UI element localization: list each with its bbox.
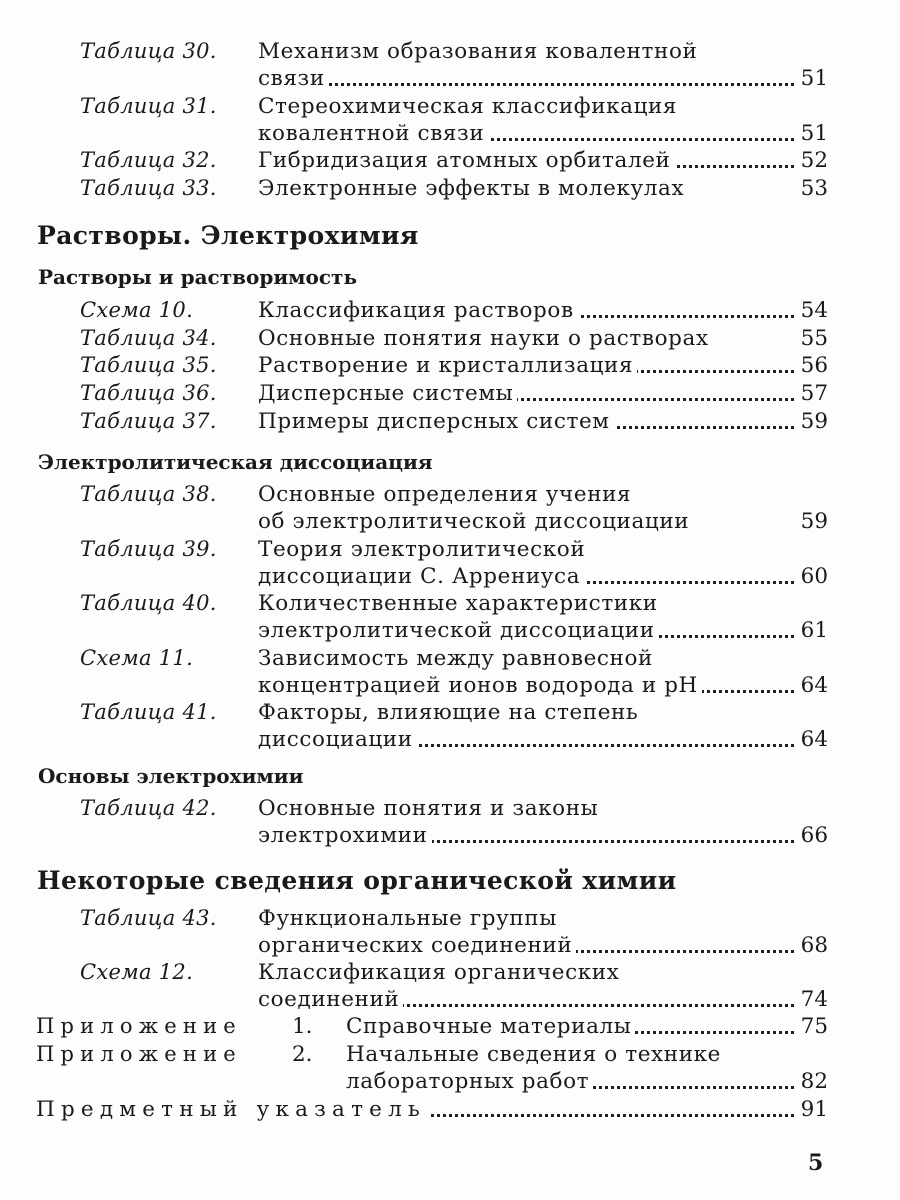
toc-entry-table-40[interactable] xyxy=(0,590,900,617)
page-ref: 51 xyxy=(800,121,828,146)
toc-entry-subject-index[interactable] xyxy=(0,1096,900,1123)
toc-entry-scheme-12[interactable] xyxy=(0,959,900,986)
toc-entry-appendix-1[interactable] xyxy=(0,1013,900,1040)
entry-label: Приложение xyxy=(36,1042,242,1066)
toc-entry-scheme-10[interactable] xyxy=(0,297,900,324)
toc-entry-table-33[interactable] xyxy=(0,175,900,202)
entry-title-cont: об электролитической диссоциации xyxy=(258,509,693,534)
entry-title-cont: связи xyxy=(258,66,329,91)
entry-title: Примеры дисперсных систем xyxy=(258,409,614,434)
page-ref: 54 xyxy=(800,298,828,323)
toc-entry-table-41[interactable] xyxy=(0,699,900,726)
entry-title-cont: ковалентной связи xyxy=(258,121,488,146)
entry-title-cont: диссоциации С. Аррениуса xyxy=(258,564,584,589)
page-number: 5 xyxy=(808,1150,824,1176)
toc-entry-table-38[interactable] xyxy=(0,481,900,508)
entry-title-cont: концентрацией ионов водорода и pH xyxy=(258,673,702,698)
toc-entry-scheme-12-cont[interactable] xyxy=(0,986,900,1013)
entry-label: Таблица 40. xyxy=(80,591,217,615)
entry-title: Основные определения учения xyxy=(258,482,632,507)
toc-entry-table-32[interactable] xyxy=(0,147,900,174)
entry-label: Таблица 41. xyxy=(80,700,217,724)
toc-entry-table-39-cont[interactable] xyxy=(0,563,900,590)
entry-label: Схема 11. xyxy=(80,646,194,670)
page-ref: 52 xyxy=(800,148,828,173)
entry-label: Таблица 42. xyxy=(80,796,217,820)
entry-label: Приложение xyxy=(36,1014,242,1038)
entry-label: Таблица 34. xyxy=(80,326,217,350)
entry-title: Начальные сведения о технике xyxy=(346,1042,721,1067)
page-ref: 75 xyxy=(800,1014,828,1039)
page-ref: 59 xyxy=(800,409,828,434)
entry-label: Схема 10. xyxy=(80,298,194,322)
entry-title: Электронные эффекты в молекулах xyxy=(258,176,688,201)
entry-label: Предметный указатель xyxy=(36,1097,430,1122)
entry-title: Справочные материалы xyxy=(346,1014,635,1039)
toc-entry-table-30[interactable] xyxy=(0,38,900,65)
page-ref: 68 xyxy=(800,933,828,958)
toc-entry-table-41-cont[interactable] xyxy=(0,726,900,753)
page-ref: 82 xyxy=(800,1069,828,1094)
toc-entry-table-37[interactable] xyxy=(0,408,900,435)
entry-title: Количественные характеристики xyxy=(258,591,658,616)
toc-entry-table-42-cont[interactable] xyxy=(0,822,900,849)
page-ref: 53 xyxy=(800,176,828,201)
entry-label: Таблица 37. xyxy=(80,409,217,433)
entry-label: Таблица 33. xyxy=(80,176,217,200)
page-ref: 61 xyxy=(800,618,828,643)
subsection-heading-electrolytic-dissociation: Электролитическая диссоциация xyxy=(38,450,433,474)
toc-entry-table-39[interactable] xyxy=(0,536,900,563)
entry-title-cont: диссоциации xyxy=(258,727,417,752)
entry-title-cont: лабораторных работ xyxy=(346,1069,593,1094)
entry-title: Механизм образования ковалентной xyxy=(258,39,698,64)
toc-entry-table-40-cont[interactable] xyxy=(0,617,900,644)
entry-title: Классификация органических xyxy=(258,960,620,985)
entry-title: Стереохимическая классификация xyxy=(258,94,678,119)
entry-title-cont: соединений xyxy=(258,987,403,1012)
entry-title: Гибридизация атомных орбиталей xyxy=(258,148,674,173)
entry-label: Таблица 32. xyxy=(80,148,217,172)
entry-title: Классификация растворов xyxy=(258,298,578,323)
page-ref: 57 xyxy=(800,381,828,406)
section-heading-organic-chemistry: Некоторые сведения органической химии xyxy=(37,866,677,895)
entry-title-cont: электрохимии xyxy=(258,823,432,848)
toc-entry-table-43-cont[interactable] xyxy=(0,932,900,959)
entry-title: Факторы, влияющие на степень xyxy=(258,700,639,725)
section-heading-solutions-electrochemistry: Растворы. Электрохимия xyxy=(37,221,419,250)
toc-entry-table-30-cont[interactable] xyxy=(0,65,900,92)
entry-label: Таблица 30. xyxy=(80,39,217,63)
toc-entry-table-34[interactable] xyxy=(0,325,900,352)
entry-label: Таблица 35. xyxy=(80,353,217,377)
entry-label: Таблица 43. xyxy=(80,906,217,930)
toc-entry-scheme-11-cont[interactable] xyxy=(0,672,900,699)
entry-title: Зависимость между равновесной xyxy=(258,646,653,671)
toc-entry-table-36[interactable] xyxy=(0,380,900,407)
entry-title: Теория электролитической xyxy=(258,537,586,562)
entry-title: Основные понятия и законы xyxy=(258,796,599,821)
entry-title: Основные понятия науки о растворах xyxy=(258,326,713,351)
entry-title-cont: электролитической диссоциации xyxy=(258,618,659,643)
page-ref: 55 xyxy=(800,326,828,351)
toc-entry-table-38-cont[interactable] xyxy=(0,508,900,535)
page-ref: 64 xyxy=(800,727,828,752)
entry-title: Растворение и кристаллизация xyxy=(258,353,637,378)
page-ref: 66 xyxy=(800,823,828,848)
page-ref: 64 xyxy=(800,673,828,698)
entry-title: Функциональные группы xyxy=(258,906,557,931)
entry-title-cont: органических соединений xyxy=(258,933,576,958)
page-ref: 60 xyxy=(800,564,828,589)
subsection-heading-electrochemistry-basics: Основы электрохимии xyxy=(38,764,304,788)
appendix-number: 1. xyxy=(292,1014,313,1039)
appendix-number: 2. xyxy=(292,1042,313,1067)
entry-label: Таблица 38. xyxy=(80,482,217,506)
page-ref: 74 xyxy=(800,987,828,1012)
subsection-heading-solutions-solubility: Растворы и растворимость xyxy=(38,265,358,289)
toc-entry-scheme-11[interactable] xyxy=(0,645,900,672)
toc-entry-table-31-cont[interactable] xyxy=(0,120,900,147)
entry-label: Таблица 39. xyxy=(80,537,217,561)
entry-label: Таблица 36. xyxy=(80,381,217,405)
page-ref: 56 xyxy=(800,353,828,378)
page-ref: 51 xyxy=(800,66,828,91)
toc-entry-table-31[interactable] xyxy=(0,93,900,120)
entry-title: Дисперсные системы xyxy=(258,381,517,406)
page-ref: 91 xyxy=(800,1097,828,1122)
entry-label: Таблица 31. xyxy=(80,94,217,118)
toc-entry-table-35[interactable] xyxy=(0,352,900,379)
toc-entry-appendix-2[interactable] xyxy=(0,1041,900,1068)
toc-entry-appendix-2-cont[interactable] xyxy=(0,1068,900,1095)
entry-label: Схема 12. xyxy=(80,960,194,984)
toc-entry-table-42[interactable] xyxy=(0,795,900,822)
page-ref: 59 xyxy=(800,509,828,534)
toc-entry-table-43[interactable] xyxy=(0,905,900,932)
